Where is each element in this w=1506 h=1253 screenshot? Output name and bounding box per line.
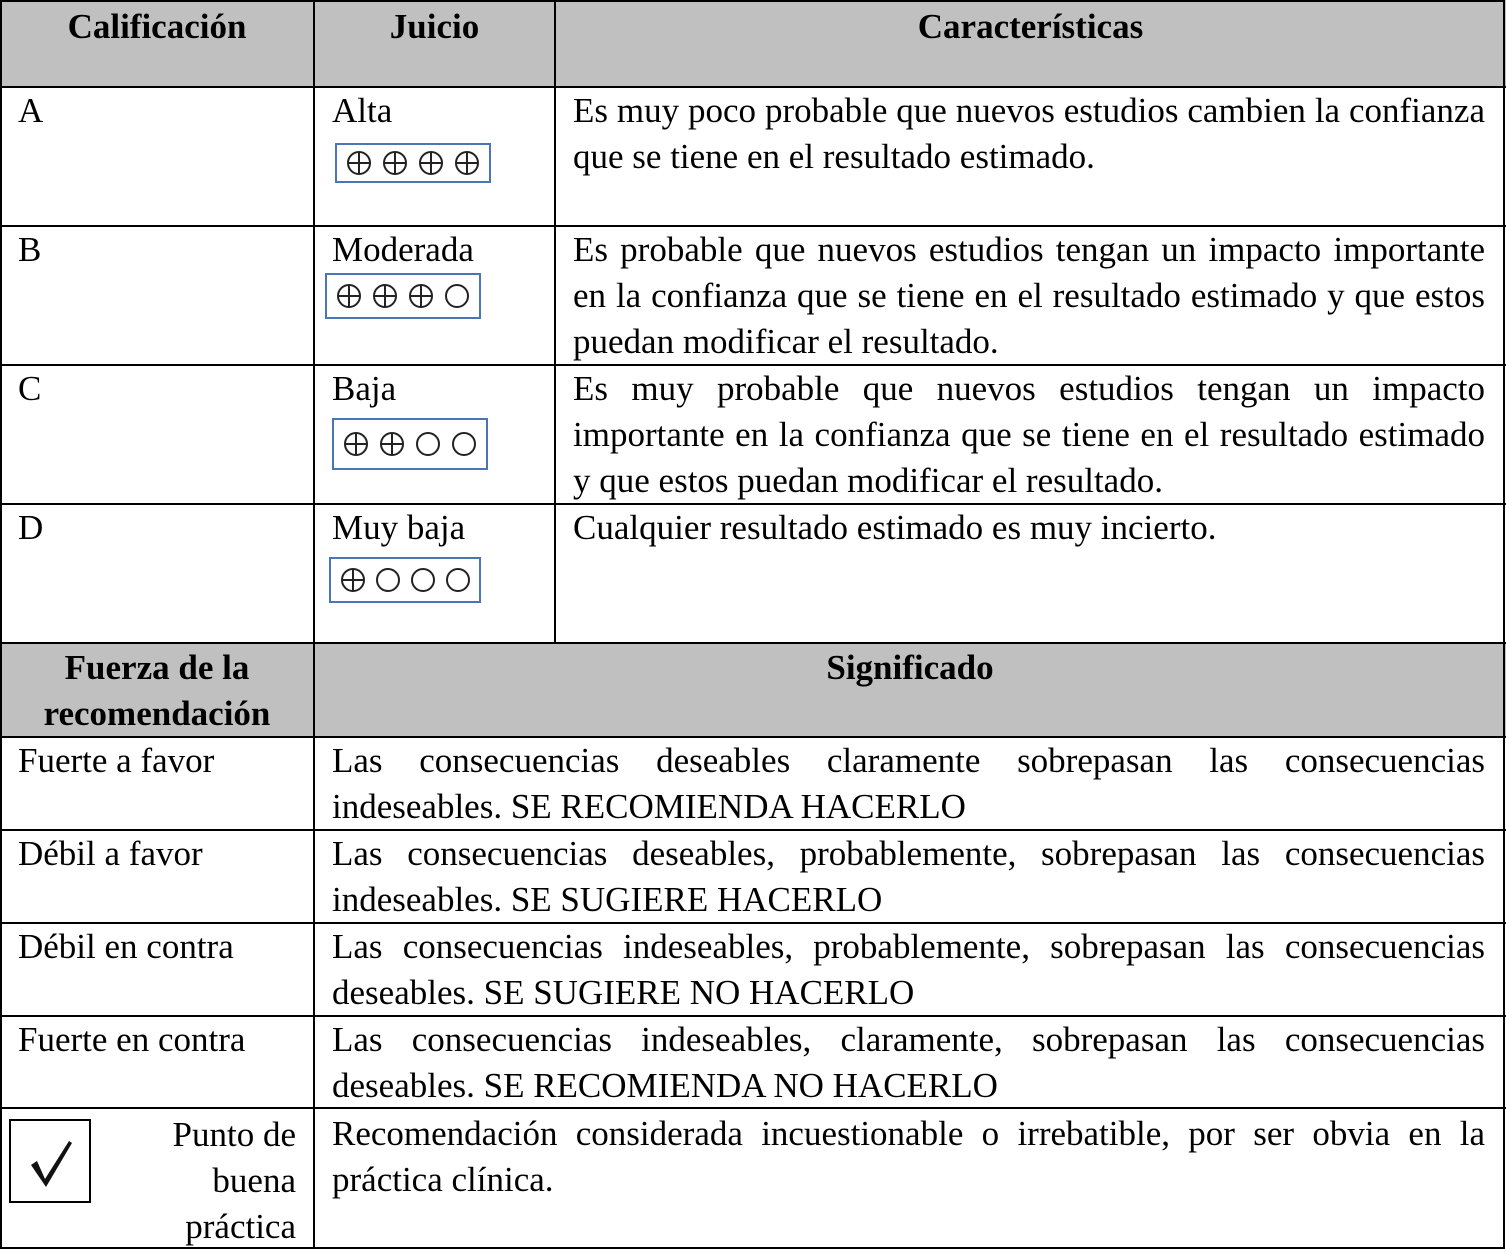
judgment-muy-baja: Muy baja xyxy=(332,508,466,547)
header-significado: Significado xyxy=(314,643,1506,736)
meaning-debil-a-favor: Las consecuencias deseables, probablemente, sobrepasan las consecuencias indeseables. SE SUGIERE HACERLO xyxy=(332,834,1485,919)
grade-b: B xyxy=(18,230,42,269)
header-fuerza: Fuerza de la recomendación xyxy=(0,643,314,736)
description-a: Es muy poco probable que nuevos estudios cambien la confianza que se tiene en el resultado estimado. xyxy=(573,91,1485,176)
judgment-baja: Baja xyxy=(332,369,397,408)
meaning-debil-en-contra: Las consecuencias indeseables, probablemente, sobrepasan las consecuencias deseables. SE SUGIERE NO HACERLO xyxy=(332,927,1485,1012)
judgment-moderada: Moderada xyxy=(332,230,474,269)
meaning-fuerte-en-contra: Las consecuencias indeseables, claramente, sobrepasan las consecuencias deseables. SE RECOMIENDA NO HACERLO xyxy=(332,1020,1485,1105)
meaning-fuerte-a-favor: Las consecuencias deseables claramente sobrepasan las consecuencias indeseables. SE RECOMIENDA HACERLO xyxy=(332,741,1485,826)
grade-a: A xyxy=(18,91,44,130)
judgment-alta: Alta xyxy=(332,91,393,130)
good-practice-meaning: Recomendación considerada incuestionable o irrebatible, por ser obvia en la práctica clínica. xyxy=(332,1114,1485,1199)
strength-debil-en-contra: Débil en contra xyxy=(18,927,234,966)
header-juicio: Juicio xyxy=(314,0,555,87)
description-c: Es muy probable que nuevos estudios tengan un impacto importante en la confianza que se tiene en el resultado estimado y que estos puedan modificar el resultado. xyxy=(573,369,1485,500)
grade-c: C xyxy=(18,369,42,408)
description-b: Es probable que nuevos estudios tengan un impacto importante en la confianza que se tiene en el resultado estimado y que estos puedan modificar el resultado. xyxy=(573,230,1485,361)
strength-fuerte-a-favor: Fuerte a favor xyxy=(18,741,215,780)
grade-d: D xyxy=(18,508,44,547)
header-caracteristicas: Características xyxy=(555,0,1506,87)
description-d: Cualquier resultado estimado es muy incierto. xyxy=(573,508,1217,547)
strength-debil-a-favor: Débil a favor xyxy=(18,834,203,873)
good-practice-label: Punto de buena práctica xyxy=(172,1115,296,1246)
strength-fuerte-en-contra: Fuerte en contra xyxy=(18,1020,246,1059)
header-calificacion: Calificación xyxy=(0,0,314,87)
